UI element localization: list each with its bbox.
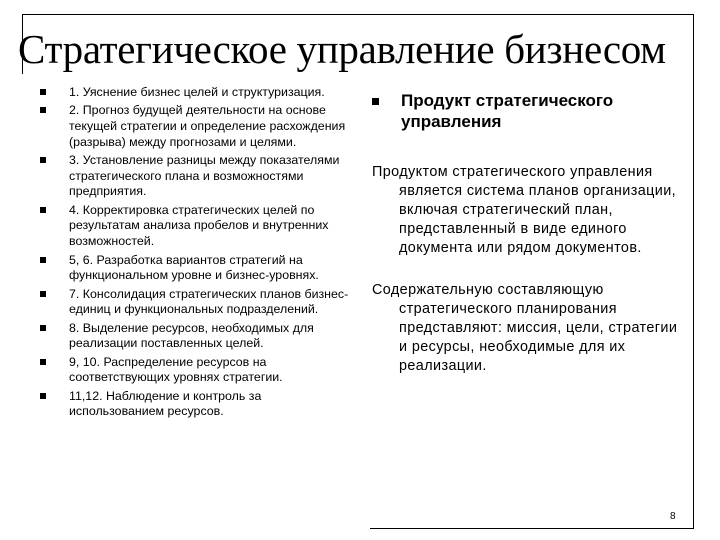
list-item — [40, 321, 355, 352]
paragraph-content — [372, 281, 690, 376]
paragraph-content-first-line: Содержательную составляющую — [372, 282, 604, 298]
square-bullet-icon — [40, 325, 46, 331]
list-item — [40, 253, 355, 284]
paragraph-content-rest: стратегического планирования представляют: миссия, цели, стратегии и ресурсы, необходимые для их реализации. — [399, 301, 678, 374]
list-item-text: 8. Выделение ресурсов, необходимых для реализации поставленных целей. — [69, 320, 314, 351]
list-item-text: 11,12. Наблюдение и контроль за использованием ресурсов. — [69, 388, 262, 419]
list-item — [40, 85, 355, 101]
square-bullet-icon — [40, 89, 46, 95]
list-item-text: 2. Прогноз будущей деятельности на основе текущей стратегии и определение расхождения (разрыва) между прогнозами и целями. — [69, 103, 346, 149]
right-heading — [372, 90, 690, 132]
list-item — [40, 103, 355, 150]
list-item — [40, 389, 355, 420]
list-item-text: 1. Уяснение бизнес целей и структуризация. — [69, 85, 325, 99]
paragraph-product — [372, 163, 690, 258]
square-bullet-icon — [372, 98, 379, 105]
square-bullet-icon — [40, 207, 46, 213]
square-bullet-icon — [40, 107, 46, 113]
slide-title: Стратегическое управление бизнесом — [18, 26, 666, 72]
frame-bottom-line — [370, 528, 694, 529]
right-heading-text: Продукт стратегического управления — [401, 91, 614, 131]
square-bullet-icon — [40, 359, 46, 365]
list-item — [40, 203, 355, 250]
square-bullet-icon — [40, 157, 46, 163]
steps-list — [40, 85, 355, 423]
square-bullet-icon — [40, 291, 46, 297]
list-item-text: 3. Установление разницы между показателями стратегического плана и возможностями предприятия. — [69, 153, 340, 199]
square-bullet-icon — [40, 393, 46, 399]
list-item-text: 5, 6. Разработка вариантов стратегий на функциональном уровне и бизнес-уровнях. — [69, 252, 319, 283]
list-item — [40, 153, 355, 200]
paragraph-product-rest: является система планов организации, включая стратегический план, представленный в виде единого документа или рядом документов. — [399, 183, 677, 256]
page-number: 8 — [670, 511, 676, 522]
right-column — [372, 90, 690, 374]
list-item — [40, 287, 355, 318]
frame-right-line — [693, 14, 694, 529]
paragraph-product-first-line: Продуктом стратегического управления — [372, 164, 653, 180]
list-item — [40, 355, 355, 386]
square-bullet-icon — [40, 257, 46, 263]
list-item-text: 4. Корректировка стратегических целей по результатам анализа пробелов и внутренних возможностей. — [69, 202, 329, 249]
list-item-text: 9, 10. Распределение ресурсов на соответствующих уровнях стратегии. — [69, 354, 283, 385]
list-item-text: 7. Консолидация стратегических планов бизнес-единиц и функциональных подразделений. — [69, 286, 349, 317]
frame-top-line — [22, 14, 694, 15]
